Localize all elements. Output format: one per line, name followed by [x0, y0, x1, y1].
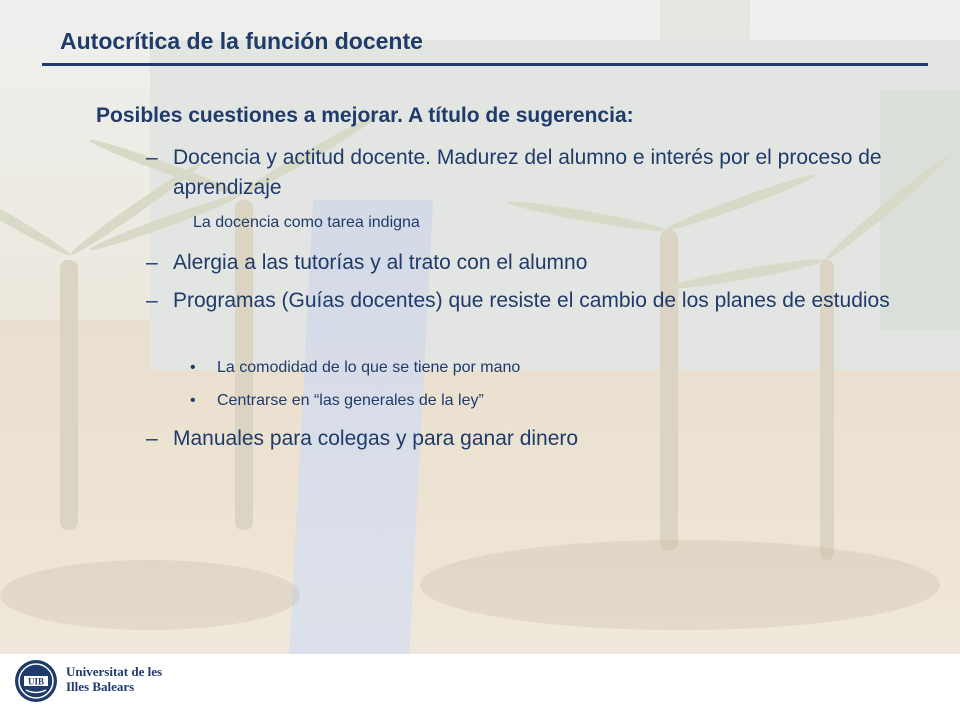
- list-item-text: Manuales para colegas y para ganar dinero: [173, 427, 579, 450]
- bullet-item: [190, 357, 520, 379]
- bullet-item-text: Centrarse en “las generales de la ley”: [217, 392, 484, 409]
- list-item-text: Docencia y actitud docente. Madurez del alumno e interés por el proceso de aprendizaje: [173, 146, 882, 199]
- section-heading: Posibles cuestiones a mejorar. A título de sugerencia:: [96, 104, 634, 127]
- dash-marker: –: [146, 427, 158, 450]
- institution-name: [66, 664, 162, 694]
- title-divider: [42, 63, 928, 66]
- sub-note: La docencia como tarea indigna: [193, 214, 420, 231]
- list-item-text: Programas (Guías docentes) que resiste el cambio de los planes de estudios: [173, 289, 890, 312]
- bullet-marker: •: [190, 392, 196, 409]
- institution-line-1: Universitat de les: [66, 664, 163, 679]
- dash-marker: –: [146, 251, 158, 274]
- institution-line-2: Illes Balears: [66, 679, 135, 694]
- list-item: [146, 248, 916, 278]
- bullet-marker: •: [190, 359, 196, 376]
- list-item-text: Alergia a las tutorías y al trato con el alumno: [173, 251, 588, 274]
- list-item: [146, 424, 916, 454]
- list-item: [146, 286, 916, 316]
- dash-marker: –: [146, 146, 158, 169]
- list-item: [146, 143, 916, 203]
- bullet-item-text: La comodidad de lo que se tiene por mano: [217, 359, 521, 376]
- slide-title: Autocrítica de la función docente: [60, 28, 423, 54]
- uib-logo-icon: [14, 659, 58, 703]
- svg-text:UIB: UIB: [27, 676, 45, 687]
- dash-marker: –: [146, 289, 158, 312]
- bullet-item: [190, 390, 484, 412]
